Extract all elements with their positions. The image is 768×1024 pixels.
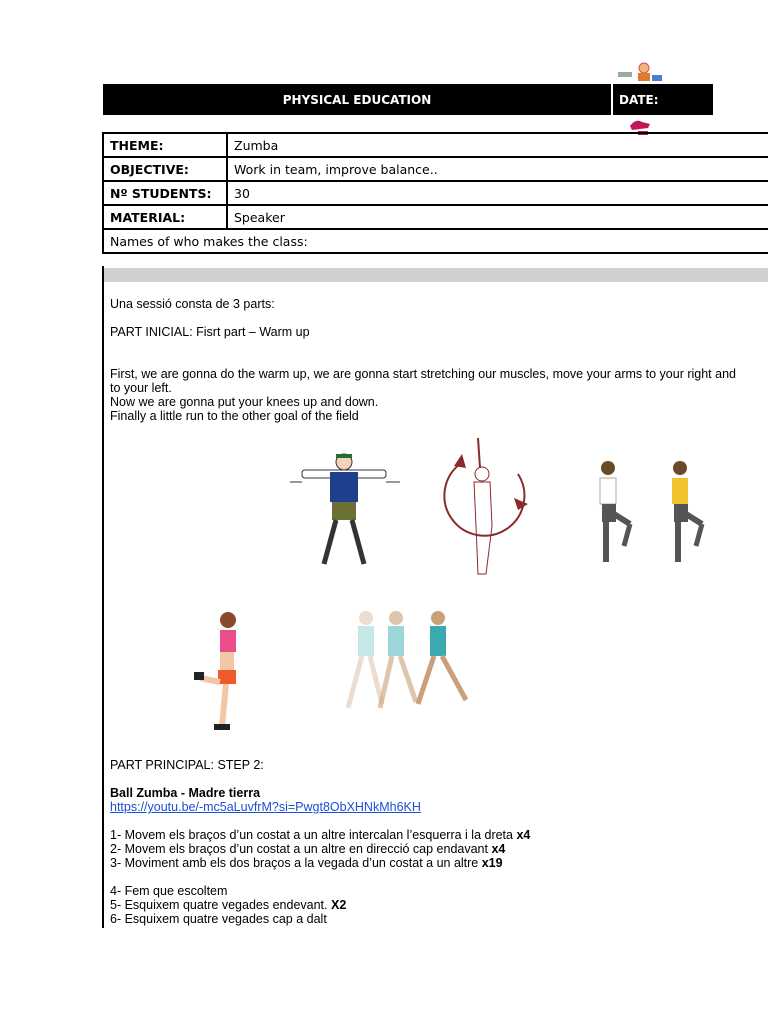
- step-item: 6- Esquixem quatre vegades cap a dalt: [110, 912, 327, 926]
- arm-stretch-figure: [284, 452, 404, 574]
- step-item: 1- Movem els braços d’un costat a un altre intercalan l’esquerra i la dreta x4: [110, 828, 531, 842]
- step-item: 3- Moviment amb els dos braços a la vegada d’un costat a un altre x19: [110, 856, 503, 870]
- quad-stretch-figure: [192, 610, 256, 734]
- part1-title: PART INICIAL: Fisrt part – Warm up: [110, 325, 310, 339]
- warmup-line: First, we are gonna do the warm up, we are gonna start stretching our muscles, move your arms to your right and: [110, 367, 736, 381]
- objective-label: OBJECTIVE:: [103, 157, 227, 181]
- song-link[interactable]: https://youtu.be/-mc5aLuvfrM?si=Pwgt8ObXHNkMh6KH: [110, 800, 421, 814]
- running-figure: [336, 608, 482, 716]
- step-item: 2- Movem els braços d’un costat a un altre en direcció cap endavant x4: [110, 842, 506, 856]
- section-divider: [104, 268, 768, 282]
- arm-circle-figure: [440, 434, 532, 582]
- material-label: MATERIAL:: [103, 205, 227, 229]
- theme-value: Zumba: [227, 133, 768, 157]
- table-row: [103, 229, 768, 253]
- table-row: [103, 205, 768, 229]
- table-row: [103, 133, 768, 157]
- table-row: [103, 181, 768, 205]
- song-title: Ball Zumba - Madre tierra: [110, 786, 261, 800]
- part2-title: PART PRINCIPAL: STEP 2:: [110, 758, 264, 772]
- page-title: PHYSICAL EDUCATION: [282, 93, 432, 107]
- warmup-line: Finally a little run to the other goal of the field: [110, 409, 359, 423]
- left-border: [102, 266, 104, 928]
- date-label: DATE:: [619, 93, 659, 107]
- warmup-line: to your left.: [110, 381, 172, 395]
- material-value: Speaker: [227, 205, 768, 229]
- intro-text: Una sessió consta de 3 parts:: [110, 297, 275, 311]
- teacher-clipart-icon: [616, 62, 664, 84]
- header-bar: [103, 84, 713, 115]
- objective-value: Work in team, improve balance..: [227, 157, 768, 181]
- step-item: 5- Esquixem quatre vegades endevant. X2: [110, 898, 347, 912]
- knees-up-figure: [584, 458, 714, 570]
- students-value: 30: [227, 181, 768, 205]
- info-table: [102, 132, 768, 254]
- step-item: 4- Fem que escoltem: [110, 884, 228, 898]
- names-label: Names of who makes the class:: [103, 229, 768, 253]
- students-label: Nº STUDENTS:: [103, 181, 227, 205]
- header-divider: [611, 84, 613, 115]
- theme-label: THEME:: [103, 133, 227, 157]
- table-row: [103, 157, 768, 181]
- warmup-line: Now we are gonna put your knees up and down.: [110, 395, 379, 409]
